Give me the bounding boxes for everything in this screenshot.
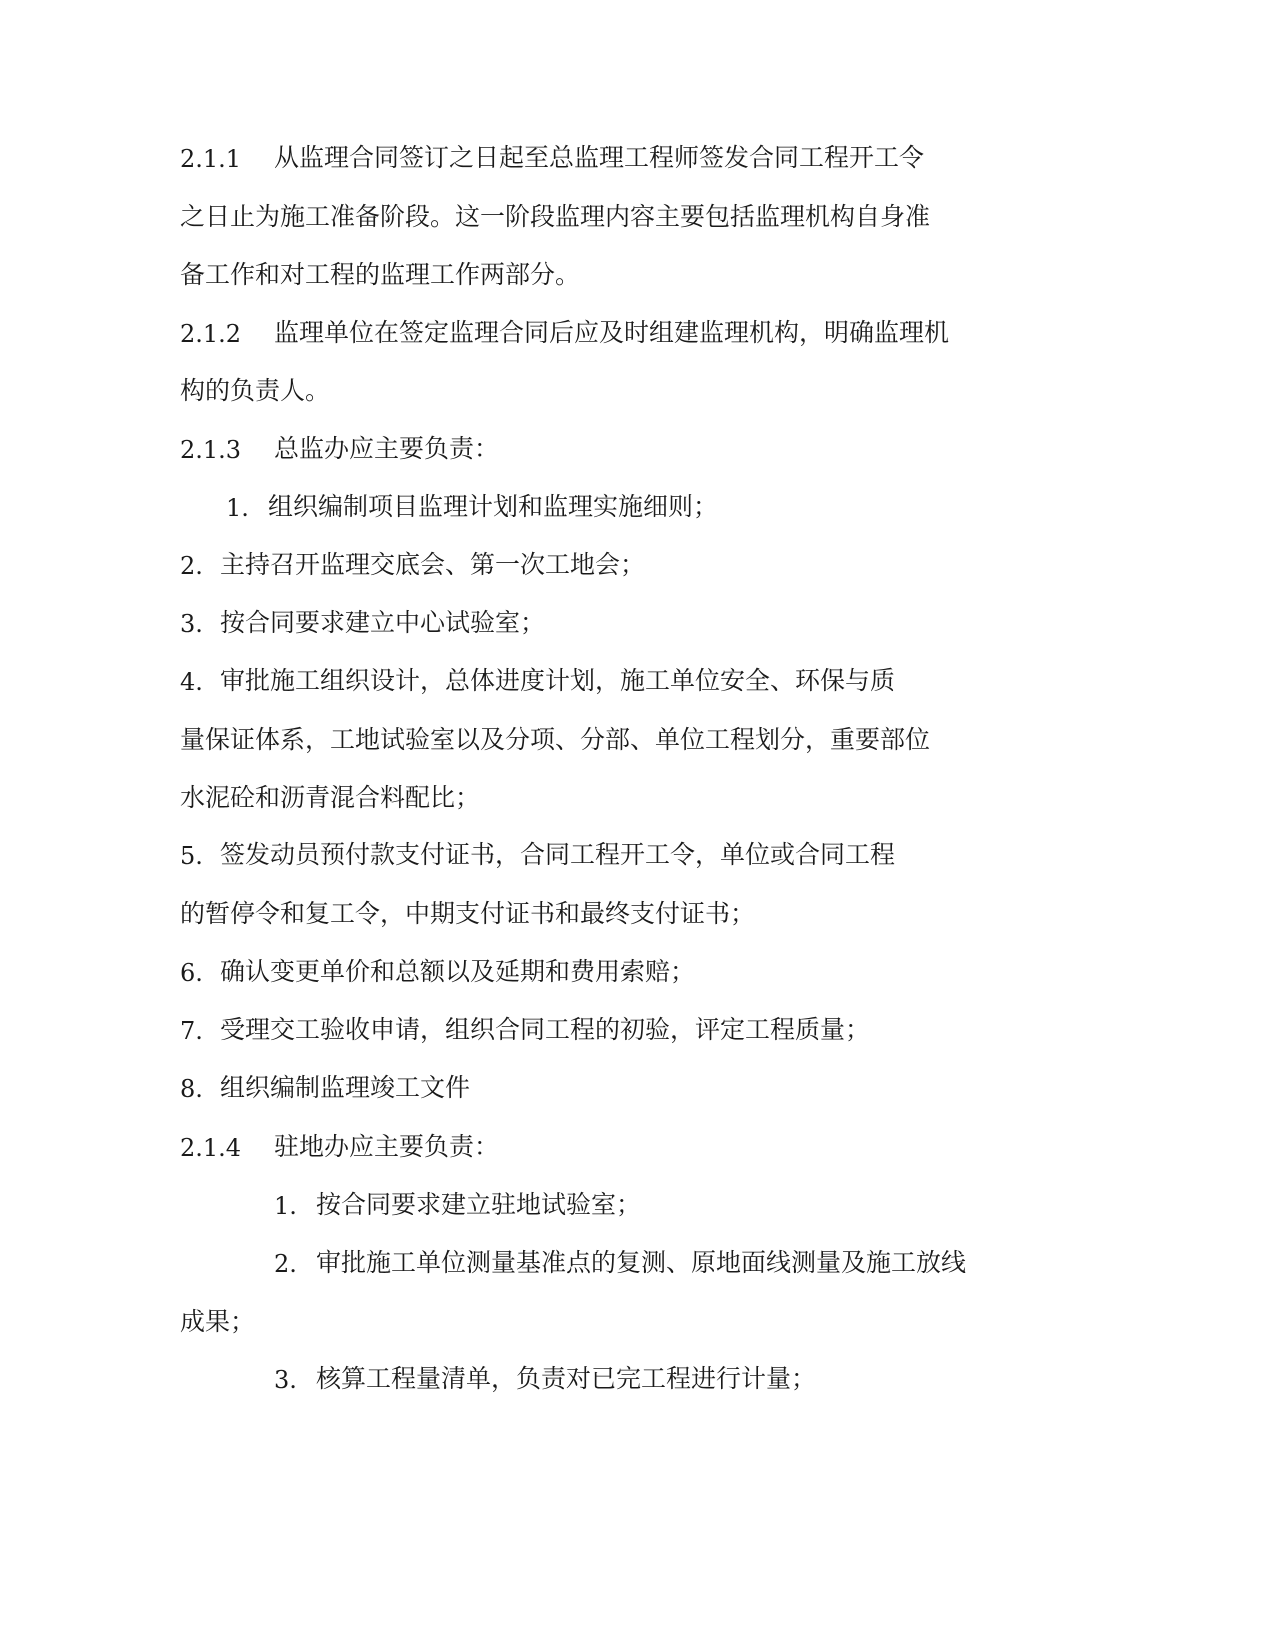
paragraph-line: 备工作和对工程的监理工作两部分。: [180, 260, 581, 289]
list-item-text: 成果；: [180, 1307, 256, 1336]
section-number: 2.1.4: [180, 1134, 242, 1162]
list-item-number: 4.: [180, 668, 203, 696]
list-item-text: 组织编制项目监理计划和监理实施细则；: [268, 492, 719, 521]
list-item-number: 5.: [180, 842, 203, 870]
list-item-text: 的暂停令和复工令，中期支付证书和最终支付证书；: [180, 899, 756, 928]
list-item-text: 核算工程量清单，负责对已完工程进行计量；: [316, 1364, 817, 1393]
section-number: 2.1.1: [180, 145, 242, 173]
list-item-text: 受理交工验收申请，组织合同工程的初验，评定工程质量；: [220, 1015, 871, 1044]
list-item-text: 水泥砼和沥青混合料配比；: [180, 783, 481, 812]
list-item-number: 8.: [180, 1075, 203, 1103]
list-item-text: 量保证体系，工地试验室以及分项、分部、单位工程划分，重要部位: [180, 725, 931, 754]
paragraph-line: 监理单位在签定监理合同后应及时组建监理机构，明确监理机: [274, 318, 950, 347]
list-item-text: 审批施工组织设计，总体进度计划，施工单位安全、环保与质: [220, 666, 896, 695]
list-item-number: 2.: [274, 1250, 297, 1278]
section-number: 2.1.2: [180, 320, 242, 348]
list-item-number: 6.: [180, 959, 203, 987]
paragraph-line: 从监理合同签订之日起至总监理工程师签发合同工程开工令: [274, 143, 925, 172]
list-item-text: 审批施工单位测量基准点的复测、原地面线测量及施工放线: [316, 1248, 967, 1277]
section-heading: 驻地办应主要负责：: [274, 1132, 500, 1161]
list-item-text: 组织编制监理竣工文件: [220, 1073, 471, 1102]
list-item-number: 3.: [180, 610, 203, 638]
list-item-number: 1.: [274, 1192, 297, 1220]
list-item-number: 1.: [226, 494, 249, 522]
list-item-text: 按合同要求建立驻地试验室；: [316, 1190, 642, 1219]
list-item-number: 2.: [180, 552, 203, 580]
section-number: 2.1.3: [180, 436, 242, 464]
list-item-text: 确认变更单价和总额以及延期和费用索赔；: [220, 957, 696, 986]
list-item-number: 3.: [274, 1366, 297, 1394]
section-heading: 总监办应主要负责：: [274, 434, 500, 463]
list-item-text: 按合同要求建立中心试验室；: [220, 608, 546, 637]
list-item-text: 主持召开监理交底会、第一次工地会；: [220, 550, 646, 579]
list-item-text: 签发动员预付款支付证书，合同工程开工令，单位或合同工程: [220, 840, 896, 869]
paragraph-line: 之日止为施工准备阶段。这一阶段监理内容主要包括监理机构自身准: [180, 202, 931, 231]
list-item-number: 7.: [180, 1017, 203, 1045]
paragraph-line: 构的负责人。: [180, 376, 331, 405]
